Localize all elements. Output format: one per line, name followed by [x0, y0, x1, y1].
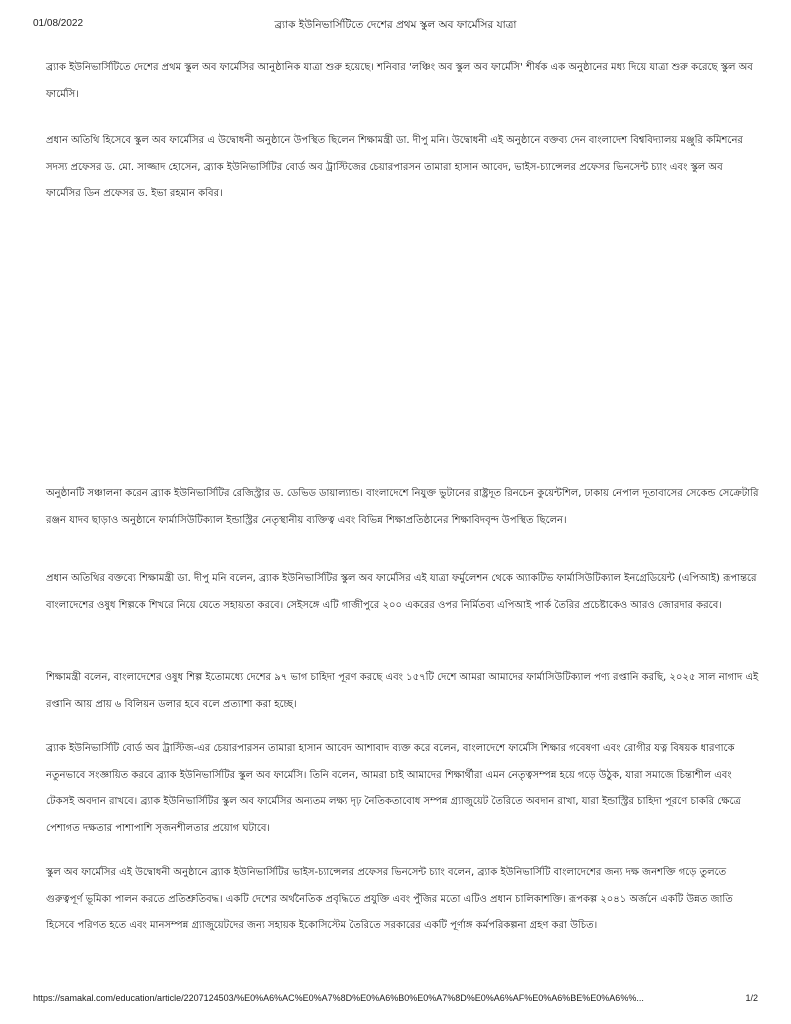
article-paragraph: প্রধান অতিথির বক্তব্যে শিক্ষামন্ত্রী ডা. দীপু মনি বলেন, ব্র্যাক ইউনিভার্সিটির স্কুল অব ফার্মেসির এই যাত্রা ফর্মুলেশন থেকে অ্যাকটিভ ফার্মাসিউটিক্যাল ইনগ্রেডিয়েন্ট (এপিআই) রূপান্তরে বাংলাদেশের ওষুধ শিল্পকে শিখরে নিয়ে যেতে সহায়তা করবে। সেইসঙ্গে এটি গাজীপুরে ২০০ একরের ওপর নির্মিতব্য এপিআই পার্ক তৈরির প্রচেষ্টাকেও আরও জোরদার করবে। [46, 573, 757, 611]
print-date: 01/08/2022 [33, 18, 84, 29]
source-url: https://samakal.com/education/article/2207124503/%E0%A6%AC%E0%A7%8D%E0%A6%B0%E0%A7%8D%E0%A6%AF%E0%A6%BE%E0%A6%%... [33, 993, 644, 1003]
print-footer [33, 993, 758, 1007]
article-paragraph: ব্র্যাক ইউনিভার্সিটিতে দেশের প্রথম স্কুল অব ফার্মেসির আনুষ্ঠানিক যাত্রা শুরু হয়েছে। শনিবার 'লঞ্চিং অব স্কুল অব ফার্মেসি' শীর্ষক এক অনুষ্ঠানের মধ্য দিয়ে যাত্রা শুরু করেছে স্কুল অব ফার্মেসি। [46, 62, 753, 100]
article-image-placeholder [46, 220, 759, 470]
article-paragraph: ব্র্যাক ইউনিভার্সিটি বোর্ড অব ট্রাস্টিজ-এর চেয়ারপারসন তামারা হাসান আবেদ আশাবাদ ব্যক্ত করে বলেন, বাংলাদেশে ফার্মেসি শিক্ষার গবেষণা এবং রোগীর যত্ন বিষয়ক ধারণাকে নতুনভাবে সংজ্ঞায়িত করবে ব্র্যাক ইউনিভার্সিটির স্কুল অব ফার্মেসি। তিনি বলেন, আমরা চাই আমাদের শিক্ষার্থীরা এমন নেতৃত্বসম্পন্ন হয়ে গড়ে উঠুক, যারা সমাজে চিন্তাশীল এবং টেকসই অবদান রাখবে। ব্র্যাক ইউনিভার্সিটির স্কুল অব ফার্মেসির অন্যতম লক্ষ্য দৃঢ় নৈতিকতাবোধ সম্পন্ন গ্র্যাজুয়েট তৈরিতে অবদান রাখা, যারা ইন্ডাস্ট্রির চাহিদা পূরণে চাকরি ক্ষেত্রে পেশাগত দক্ষতার পাশাপাশি সৃজনশীলতার প্রয়োগ ঘটাবে। [46, 743, 741, 834]
print-header [33, 18, 758, 34]
article-paragraph: শিক্ষামন্ত্রী বলেন, বাংলাদেশের ওষুধ শিল্প ইতোমধ্যে দেশের ৯৭ ভাগ চাহিদা পূরণ করছে এবং ১৫৭টি দেশে আমরা আমাদের ফার্মাসিউটিক্যাল পণ্য রপ্তানি করছি, ২০২৫ সাল নাগাদ এই রপ্তানি আয় প্রায় ৬ বিলিয়ন ডলার হবে বলে প্রত্যাশা করা হচ্ছে। [46, 672, 759, 710]
article-paragraph: অনুষ্ঠানটি সঞ্চালনা করেন ব্র্যাক ইউনিভার্সিটির রেজিস্ট্রার ড. ডেভিড ডায়াল্যান্ড। বাংলাদেশে নিযুক্ত ভুটানের রাষ্ট্রদূত রিনচেন কুয়েন্টশিল, ঢাকায় নেপাল দূতাবাসের সেকেন্ড সেক্রেটারি রঞ্জন যাদব ছাড়াও অনুষ্ঠানে ফার্মাসিউটিক্যাল ইন্ডাস্ট্রির নেতৃস্থানীয় ব্যক্তিত্ব এবং বিভিন্ন শিক্ষাপ্রতিষ্ঠানের শিক্ষাবিদবৃন্দ উপস্থিত ছিলেন। [46, 488, 759, 526]
article-paragraph: প্রধান অতিথি হিসেবে স্কুল অব ফার্মেসির এ উদ্বোধনী অনুষ্ঠানে উপস্থিত ছিলেন শিক্ষামন্ত্রী ডা. দীপু মনি। উদ্বোধনী এই অনুষ্ঠানে বক্তব্য দেন বাংলাদেশ বিশ্ববিদ্যালয় মঞ্জুরি কমিশনের সদস্য প্রফেসর ড. মো. সাজ্জাদ হোসেন, ব্র্যাক ইউনিভার্সিটির বোর্ড অব ট্রাস্টিজের চেয়ারপারসন তামারা হাসান আবেদ, ভাইস-চ্যান্সেলর প্রফেসর ভিনসেন্ট চ্যাং এবং স্কুল অব ফার্মেসির ডিন প্রফেসর ড. ইভা রহমান কবির। [46, 135, 743, 199]
article-paragraph: স্কুল অব ফার্মেসির এই উদ্বোধনী অনুষ্ঠানে ব্র্যাক ইউনিভার্সিটির ভাইস-চ্যান্সেলর প্রফেসর ভিনসেন্ট চ্যাং বলেন, ব্র্যাক ইউনিভার্সিটি বাংলাদেশের জন্য দক্ষ জনশক্তি গড়ে তুলতে গুরুত্বপূর্ণ ভূমিকা পালন করতে প্রতিশ্রুতিবদ্ধ। একটি দেশের অর্থনৈতিক প্রবৃদ্ধিতে প্রযুক্তি এবং পুঁজির মতো এটিও প্রধান চালিকাশক্তি। রূপকল্প ২০৪১ অর্জনে একটি উন্নত জাতি হিসেবে পরিণত হতে এবং মানসম্পন্ন গ্র্যাজুয়েটদের জন্য সহায়ক ইকোসিস্টেম তৈরিতে সরকারের একটি পূর্ণাঙ্গ কর্মপরিকল্পনা গ্রহণ করা উচিত। [46, 867, 733, 931]
page-number: 1/2 [745, 993, 758, 1003]
page-title: ব্র্যাক ইউনিভার্সিটিতে দেশের প্রথম স্কুল অব ফার্মেসির যাত্রা [274, 19, 517, 31]
